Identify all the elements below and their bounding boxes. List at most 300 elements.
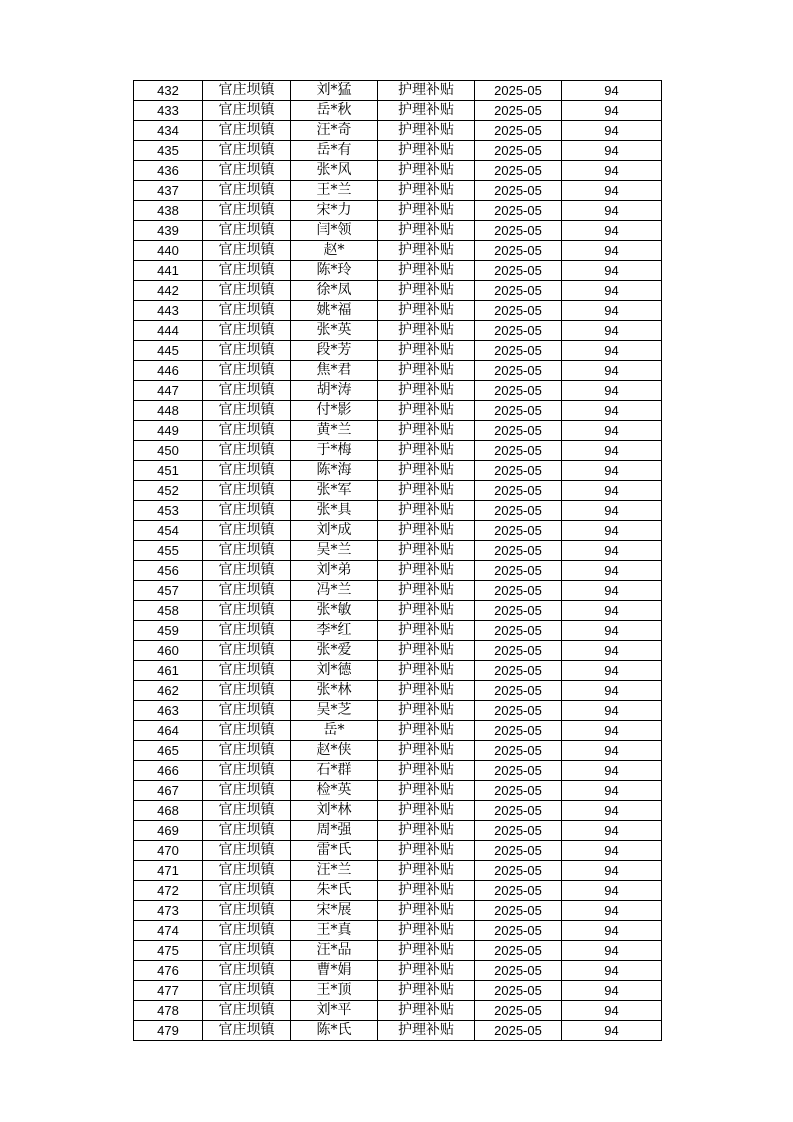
amount-cell: 94 <box>562 601 662 621</box>
subsidy-type-cell: 护理补贴 <box>378 241 475 261</box>
amount-cell: 94 <box>562 241 662 261</box>
town-cell: 官庄坝镇 <box>203 301 291 321</box>
period-cell: 2025-05 <box>475 581 562 601</box>
period-cell: 2025-05 <box>475 921 562 941</box>
subsidy-type-cell: 护理补贴 <box>378 441 475 461</box>
row-number-cell: 470 <box>134 841 203 861</box>
name-cell: 检*英 <box>291 781 378 801</box>
amount-cell: 94 <box>562 441 662 461</box>
table-row <box>134 661 662 681</box>
town-cell: 官庄坝镇 <box>203 441 291 461</box>
period-cell: 2025-05 <box>475 341 562 361</box>
name-cell: 王*兰 <box>291 181 378 201</box>
row-number-cell: 456 <box>134 561 203 581</box>
town-cell: 官庄坝镇 <box>203 581 291 601</box>
table-row <box>134 521 662 541</box>
amount-cell: 94 <box>562 181 662 201</box>
amount-cell: 94 <box>562 361 662 381</box>
town-cell: 官庄坝镇 <box>203 81 291 101</box>
name-cell: 焦*君 <box>291 361 378 381</box>
table-row <box>134 181 662 201</box>
town-cell: 官庄坝镇 <box>203 281 291 301</box>
town-cell: 官庄坝镇 <box>203 101 291 121</box>
amount-cell: 94 <box>562 141 662 161</box>
town-cell: 官庄坝镇 <box>203 201 291 221</box>
name-cell: 王*顶 <box>291 981 378 1001</box>
town-cell: 官庄坝镇 <box>203 861 291 881</box>
table-row <box>134 321 662 341</box>
amount-cell: 94 <box>562 761 662 781</box>
amount-cell: 94 <box>562 901 662 921</box>
period-cell: 2025-05 <box>475 201 562 221</box>
name-cell: 汪*奇 <box>291 121 378 141</box>
name-cell: 刘*平 <box>291 1001 378 1021</box>
subsidy-type-cell: 护理补贴 <box>378 421 475 441</box>
period-cell: 2025-05 <box>475 481 562 501</box>
amount-cell: 94 <box>562 701 662 721</box>
amount-cell: 94 <box>562 281 662 301</box>
name-cell: 汪*兰 <box>291 861 378 881</box>
town-cell: 官庄坝镇 <box>203 541 291 561</box>
amount-cell: 94 <box>562 541 662 561</box>
table-row <box>134 121 662 141</box>
period-cell: 2025-05 <box>475 241 562 261</box>
period-cell: 2025-05 <box>475 181 562 201</box>
town-cell: 官庄坝镇 <box>203 821 291 841</box>
amount-cell: 94 <box>562 881 662 901</box>
town-cell: 官庄坝镇 <box>203 921 291 941</box>
amount-cell: 94 <box>562 341 662 361</box>
table-row <box>134 461 662 481</box>
period-cell: 2025-05 <box>475 561 562 581</box>
town-cell: 官庄坝镇 <box>203 681 291 701</box>
table-row <box>134 961 662 981</box>
name-cell: 赵* <box>291 241 378 261</box>
row-number-cell: 459 <box>134 621 203 641</box>
subsidy-type-cell: 护理补贴 <box>378 661 475 681</box>
table-row <box>134 741 662 761</box>
town-cell: 官庄坝镇 <box>203 1001 291 1021</box>
amount-cell: 94 <box>562 461 662 481</box>
table-row <box>134 281 662 301</box>
town-cell: 官庄坝镇 <box>203 841 291 861</box>
subsidy-type-cell: 护理补贴 <box>378 901 475 921</box>
name-cell: 岳* <box>291 721 378 741</box>
name-cell: 刘*猛 <box>291 81 378 101</box>
table-row <box>134 501 662 521</box>
name-cell: 石*群 <box>291 761 378 781</box>
amount-cell: 94 <box>562 381 662 401</box>
table-row <box>134 261 662 281</box>
amount-cell: 94 <box>562 221 662 241</box>
row-number-cell: 464 <box>134 721 203 741</box>
town-cell: 官庄坝镇 <box>203 141 291 161</box>
subsidy-type-cell: 护理补贴 <box>378 401 475 421</box>
subsidy-type-cell: 护理补贴 <box>378 261 475 281</box>
row-number-cell: 442 <box>134 281 203 301</box>
table-row <box>134 361 662 381</box>
town-cell: 官庄坝镇 <box>203 701 291 721</box>
period-cell: 2025-05 <box>475 381 562 401</box>
period-cell: 2025-05 <box>475 881 562 901</box>
period-cell: 2025-05 <box>475 661 562 681</box>
row-number-cell: 433 <box>134 101 203 121</box>
amount-cell: 94 <box>562 501 662 521</box>
period-cell: 2025-05 <box>475 981 562 1001</box>
table-row <box>134 1021 662 1041</box>
period-cell: 2025-05 <box>475 821 562 841</box>
amount-cell: 94 <box>562 581 662 601</box>
subsidy-type-cell: 护理补贴 <box>378 361 475 381</box>
town-cell: 官庄坝镇 <box>203 401 291 421</box>
town-cell: 官庄坝镇 <box>203 561 291 581</box>
name-cell: 张*军 <box>291 481 378 501</box>
subsidy-type-cell: 护理补贴 <box>378 781 475 801</box>
row-number-cell: 447 <box>134 381 203 401</box>
table-row <box>134 621 662 641</box>
amount-cell: 94 <box>562 841 662 861</box>
row-number-cell: 458 <box>134 601 203 621</box>
row-number-cell: 435 <box>134 141 203 161</box>
name-cell: 张*英 <box>291 321 378 341</box>
table-row <box>134 141 662 161</box>
amount-cell: 94 <box>562 721 662 741</box>
name-cell: 姚*福 <box>291 301 378 321</box>
period-cell: 2025-05 <box>475 701 562 721</box>
town-cell: 官庄坝镇 <box>203 621 291 641</box>
period-cell: 2025-05 <box>475 761 562 781</box>
subsidy-type-cell: 护理补贴 <box>378 181 475 201</box>
period-cell: 2025-05 <box>475 221 562 241</box>
amount-cell: 94 <box>562 981 662 1001</box>
period-cell: 2025-05 <box>475 801 562 821</box>
table-row <box>134 761 662 781</box>
subsidy-type-cell: 护理补贴 <box>378 481 475 501</box>
period-cell: 2025-05 <box>475 261 562 281</box>
table-row <box>134 381 662 401</box>
subsidy-type-cell: 护理补贴 <box>378 961 475 981</box>
name-cell: 陈*海 <box>291 461 378 481</box>
name-cell: 王*真 <box>291 921 378 941</box>
name-cell: 陈*玲 <box>291 261 378 281</box>
amount-cell: 94 <box>562 921 662 941</box>
town-cell: 官庄坝镇 <box>203 741 291 761</box>
subsidy-type-cell: 护理补贴 <box>378 101 475 121</box>
period-cell: 2025-05 <box>475 161 562 181</box>
period-cell: 2025-05 <box>475 321 562 341</box>
name-cell: 汪*品 <box>291 941 378 961</box>
row-number-cell: 457 <box>134 581 203 601</box>
row-number-cell: 476 <box>134 961 203 981</box>
period-cell: 2025-05 <box>475 541 562 561</box>
subsidy-type-cell: 护理补贴 <box>378 881 475 901</box>
period-cell: 2025-05 <box>475 421 562 441</box>
amount-cell: 94 <box>562 1021 662 1041</box>
row-number-cell: 473 <box>134 901 203 921</box>
subsidy-type-cell: 护理补贴 <box>378 561 475 581</box>
name-cell: 刘*成 <box>291 521 378 541</box>
town-cell: 官庄坝镇 <box>203 781 291 801</box>
town-cell: 官庄坝镇 <box>203 261 291 281</box>
subsidy-type-cell: 护理补贴 <box>378 621 475 641</box>
subsidy-type-cell: 护理补贴 <box>378 641 475 661</box>
subsidy-type-cell: 护理补贴 <box>378 721 475 741</box>
subsidy-type-cell: 护理补贴 <box>378 541 475 561</box>
period-cell: 2025-05 <box>475 781 562 801</box>
subsidy-type-cell: 护理补贴 <box>378 221 475 241</box>
subsidy-type-cell: 护理补贴 <box>378 161 475 181</box>
amount-cell: 94 <box>562 781 662 801</box>
town-cell: 官庄坝镇 <box>203 341 291 361</box>
amount-cell: 94 <box>562 301 662 321</box>
amount-cell: 94 <box>562 421 662 441</box>
amount-cell: 94 <box>562 561 662 581</box>
table-row <box>134 801 662 821</box>
period-cell: 2025-05 <box>475 461 562 481</box>
town-cell: 官庄坝镇 <box>203 1021 291 1041</box>
name-cell: 刘*德 <box>291 661 378 681</box>
table-row <box>134 581 662 601</box>
name-cell: 张*爱 <box>291 641 378 661</box>
subsidy-type-cell: 护理补贴 <box>378 841 475 861</box>
period-cell: 2025-05 <box>475 641 562 661</box>
amount-cell: 94 <box>562 681 662 701</box>
row-number-cell: 479 <box>134 1021 203 1041</box>
amount-cell: 94 <box>562 261 662 281</box>
row-number-cell: 443 <box>134 301 203 321</box>
amount-cell: 94 <box>562 641 662 661</box>
period-cell: 2025-05 <box>475 841 562 861</box>
subsidy-type-cell: 护理补贴 <box>378 81 475 101</box>
period-cell: 2025-05 <box>475 81 562 101</box>
table-row <box>134 921 662 941</box>
row-number-cell: 461 <box>134 661 203 681</box>
town-cell: 官庄坝镇 <box>203 981 291 1001</box>
amount-cell: 94 <box>562 201 662 221</box>
row-number-cell: 465 <box>134 741 203 761</box>
town-cell: 官庄坝镇 <box>203 161 291 181</box>
amount-cell: 94 <box>562 81 662 101</box>
amount-cell: 94 <box>562 801 662 821</box>
period-cell: 2025-05 <box>475 141 562 161</box>
table-row <box>134 1001 662 1021</box>
row-number-cell: 444 <box>134 321 203 341</box>
town-cell: 官庄坝镇 <box>203 961 291 981</box>
row-number-cell: 446 <box>134 361 203 381</box>
subsidy-type-cell: 护理补贴 <box>378 801 475 821</box>
period-cell: 2025-05 <box>475 1021 562 1041</box>
subsidy-type-cell: 护理补贴 <box>378 681 475 701</box>
subsidy-type-cell: 护理补贴 <box>378 301 475 321</box>
row-number-cell: 436 <box>134 161 203 181</box>
amount-cell: 94 <box>562 821 662 841</box>
row-number-cell: 439 <box>134 221 203 241</box>
amount-cell: 94 <box>562 941 662 961</box>
table-row <box>134 641 662 661</box>
subsidy-type-cell: 护理补贴 <box>378 381 475 401</box>
period-cell: 2025-05 <box>475 441 562 461</box>
name-cell: 黄*兰 <box>291 421 378 441</box>
table-row <box>134 541 662 561</box>
name-cell: 李*红 <box>291 621 378 641</box>
row-number-cell: 455 <box>134 541 203 561</box>
period-cell: 2025-05 <box>475 601 562 621</box>
table-row <box>134 781 662 801</box>
period-cell: 2025-05 <box>475 901 562 921</box>
table-row <box>134 481 662 501</box>
period-cell: 2025-05 <box>475 721 562 741</box>
town-cell: 官庄坝镇 <box>203 661 291 681</box>
subsidy-type-cell: 护理补贴 <box>378 321 475 341</box>
table-row <box>134 161 662 181</box>
row-number-cell: 471 <box>134 861 203 881</box>
subsidy-type-cell: 护理补贴 <box>378 821 475 841</box>
amount-cell: 94 <box>562 741 662 761</box>
row-number-cell: 437 <box>134 181 203 201</box>
subsidy-type-cell: 护理补贴 <box>378 1021 475 1041</box>
subsidy-type-cell: 护理补贴 <box>378 741 475 761</box>
row-number-cell: 474 <box>134 921 203 941</box>
row-number-cell: 432 <box>134 81 203 101</box>
name-cell: 张*林 <box>291 681 378 701</box>
table-row <box>134 941 662 961</box>
name-cell: 吴*兰 <box>291 541 378 561</box>
table-row <box>134 401 662 421</box>
amount-cell: 94 <box>562 121 662 141</box>
town-cell: 官庄坝镇 <box>203 421 291 441</box>
subsidy-type-cell: 护理补贴 <box>378 941 475 961</box>
table-row <box>134 821 662 841</box>
table-row <box>134 601 662 621</box>
period-cell: 2025-05 <box>475 361 562 381</box>
name-cell: 刘*林 <box>291 801 378 821</box>
name-cell: 段*芳 <box>291 341 378 361</box>
table-row <box>134 901 662 921</box>
name-cell: 岳*秋 <box>291 101 378 121</box>
row-number-cell: 453 <box>134 501 203 521</box>
amount-cell: 94 <box>562 161 662 181</box>
period-cell: 2025-05 <box>475 941 562 961</box>
town-cell: 官庄坝镇 <box>203 881 291 901</box>
row-number-cell: 466 <box>134 761 203 781</box>
name-cell: 于*梅 <box>291 441 378 461</box>
table-row <box>134 681 662 701</box>
name-cell: 吴*芝 <box>291 701 378 721</box>
name-cell: 曹*娟 <box>291 961 378 981</box>
name-cell: 雷*氏 <box>291 841 378 861</box>
subsidy-type-cell: 护理补贴 <box>378 861 475 881</box>
name-cell: 宋*力 <box>291 201 378 221</box>
table-row <box>134 241 662 261</box>
name-cell: 岳*有 <box>291 141 378 161</box>
name-cell: 付*影 <box>291 401 378 421</box>
amount-cell: 94 <box>562 321 662 341</box>
town-cell: 官庄坝镇 <box>203 381 291 401</box>
town-cell: 官庄坝镇 <box>203 801 291 821</box>
name-cell: 朱*氏 <box>291 881 378 901</box>
town-cell: 官庄坝镇 <box>203 241 291 261</box>
town-cell: 官庄坝镇 <box>203 321 291 341</box>
row-number-cell: 454 <box>134 521 203 541</box>
name-cell: 张*风 <box>291 161 378 181</box>
amount-cell: 94 <box>562 621 662 641</box>
town-cell: 官庄坝镇 <box>203 501 291 521</box>
subsidy-type-cell: 护理补贴 <box>378 581 475 601</box>
period-cell: 2025-05 <box>475 101 562 121</box>
table-row <box>134 221 662 241</box>
row-number-cell: 441 <box>134 261 203 281</box>
subsidy-type-cell: 护理补贴 <box>378 601 475 621</box>
subsidy-type-cell: 护理补贴 <box>378 121 475 141</box>
row-number-cell: 445 <box>134 341 203 361</box>
table-row <box>134 341 662 361</box>
town-cell: 官庄坝镇 <box>203 521 291 541</box>
subsidy-type-cell: 护理补贴 <box>378 141 475 161</box>
table-row <box>134 881 662 901</box>
period-cell: 2025-05 <box>475 1001 562 1021</box>
subsidy-table <box>133 80 662 1041</box>
subsidy-type-cell: 护理补贴 <box>378 281 475 301</box>
table-row <box>134 441 662 461</box>
row-number-cell: 438 <box>134 201 203 221</box>
town-cell: 官庄坝镇 <box>203 181 291 201</box>
name-cell: 宋*展 <box>291 901 378 921</box>
period-cell: 2025-05 <box>475 741 562 761</box>
row-number-cell: 449 <box>134 421 203 441</box>
row-number-cell: 472 <box>134 881 203 901</box>
row-number-cell: 477 <box>134 981 203 1001</box>
town-cell: 官庄坝镇 <box>203 761 291 781</box>
subsidy-type-cell: 护理补贴 <box>378 761 475 781</box>
name-cell: 徐*凤 <box>291 281 378 301</box>
name-cell: 胡*涛 <box>291 381 378 401</box>
town-cell: 官庄坝镇 <box>203 641 291 661</box>
row-number-cell: 467 <box>134 781 203 801</box>
table-row <box>134 421 662 441</box>
amount-cell: 94 <box>562 661 662 681</box>
name-cell: 周*强 <box>291 821 378 841</box>
row-number-cell: 475 <box>134 941 203 961</box>
name-cell: 赵*侠 <box>291 741 378 761</box>
period-cell: 2025-05 <box>475 301 562 321</box>
row-number-cell: 440 <box>134 241 203 261</box>
town-cell: 官庄坝镇 <box>203 901 291 921</box>
amount-cell: 94 <box>562 961 662 981</box>
name-cell: 陈*氏 <box>291 1021 378 1041</box>
row-number-cell: 478 <box>134 1001 203 1021</box>
amount-cell: 94 <box>562 861 662 881</box>
table-body <box>134 81 662 1041</box>
amount-cell: 94 <box>562 101 662 121</box>
subsidy-type-cell: 护理补贴 <box>378 501 475 521</box>
table-row <box>134 81 662 101</box>
period-cell: 2025-05 <box>475 961 562 981</box>
subsidy-type-cell: 护理补贴 <box>378 521 475 541</box>
subsidy-type-cell: 护理补贴 <box>378 201 475 221</box>
amount-cell: 94 <box>562 401 662 421</box>
row-number-cell: 463 <box>134 701 203 721</box>
period-cell: 2025-05 <box>475 681 562 701</box>
row-number-cell: 462 <box>134 681 203 701</box>
period-cell: 2025-05 <box>475 861 562 881</box>
name-cell: 张*具 <box>291 501 378 521</box>
town-cell: 官庄坝镇 <box>203 121 291 141</box>
amount-cell: 94 <box>562 481 662 501</box>
name-cell: 闫*领 <box>291 221 378 241</box>
row-number-cell: 434 <box>134 121 203 141</box>
table-row <box>134 701 662 721</box>
town-cell: 官庄坝镇 <box>203 461 291 481</box>
